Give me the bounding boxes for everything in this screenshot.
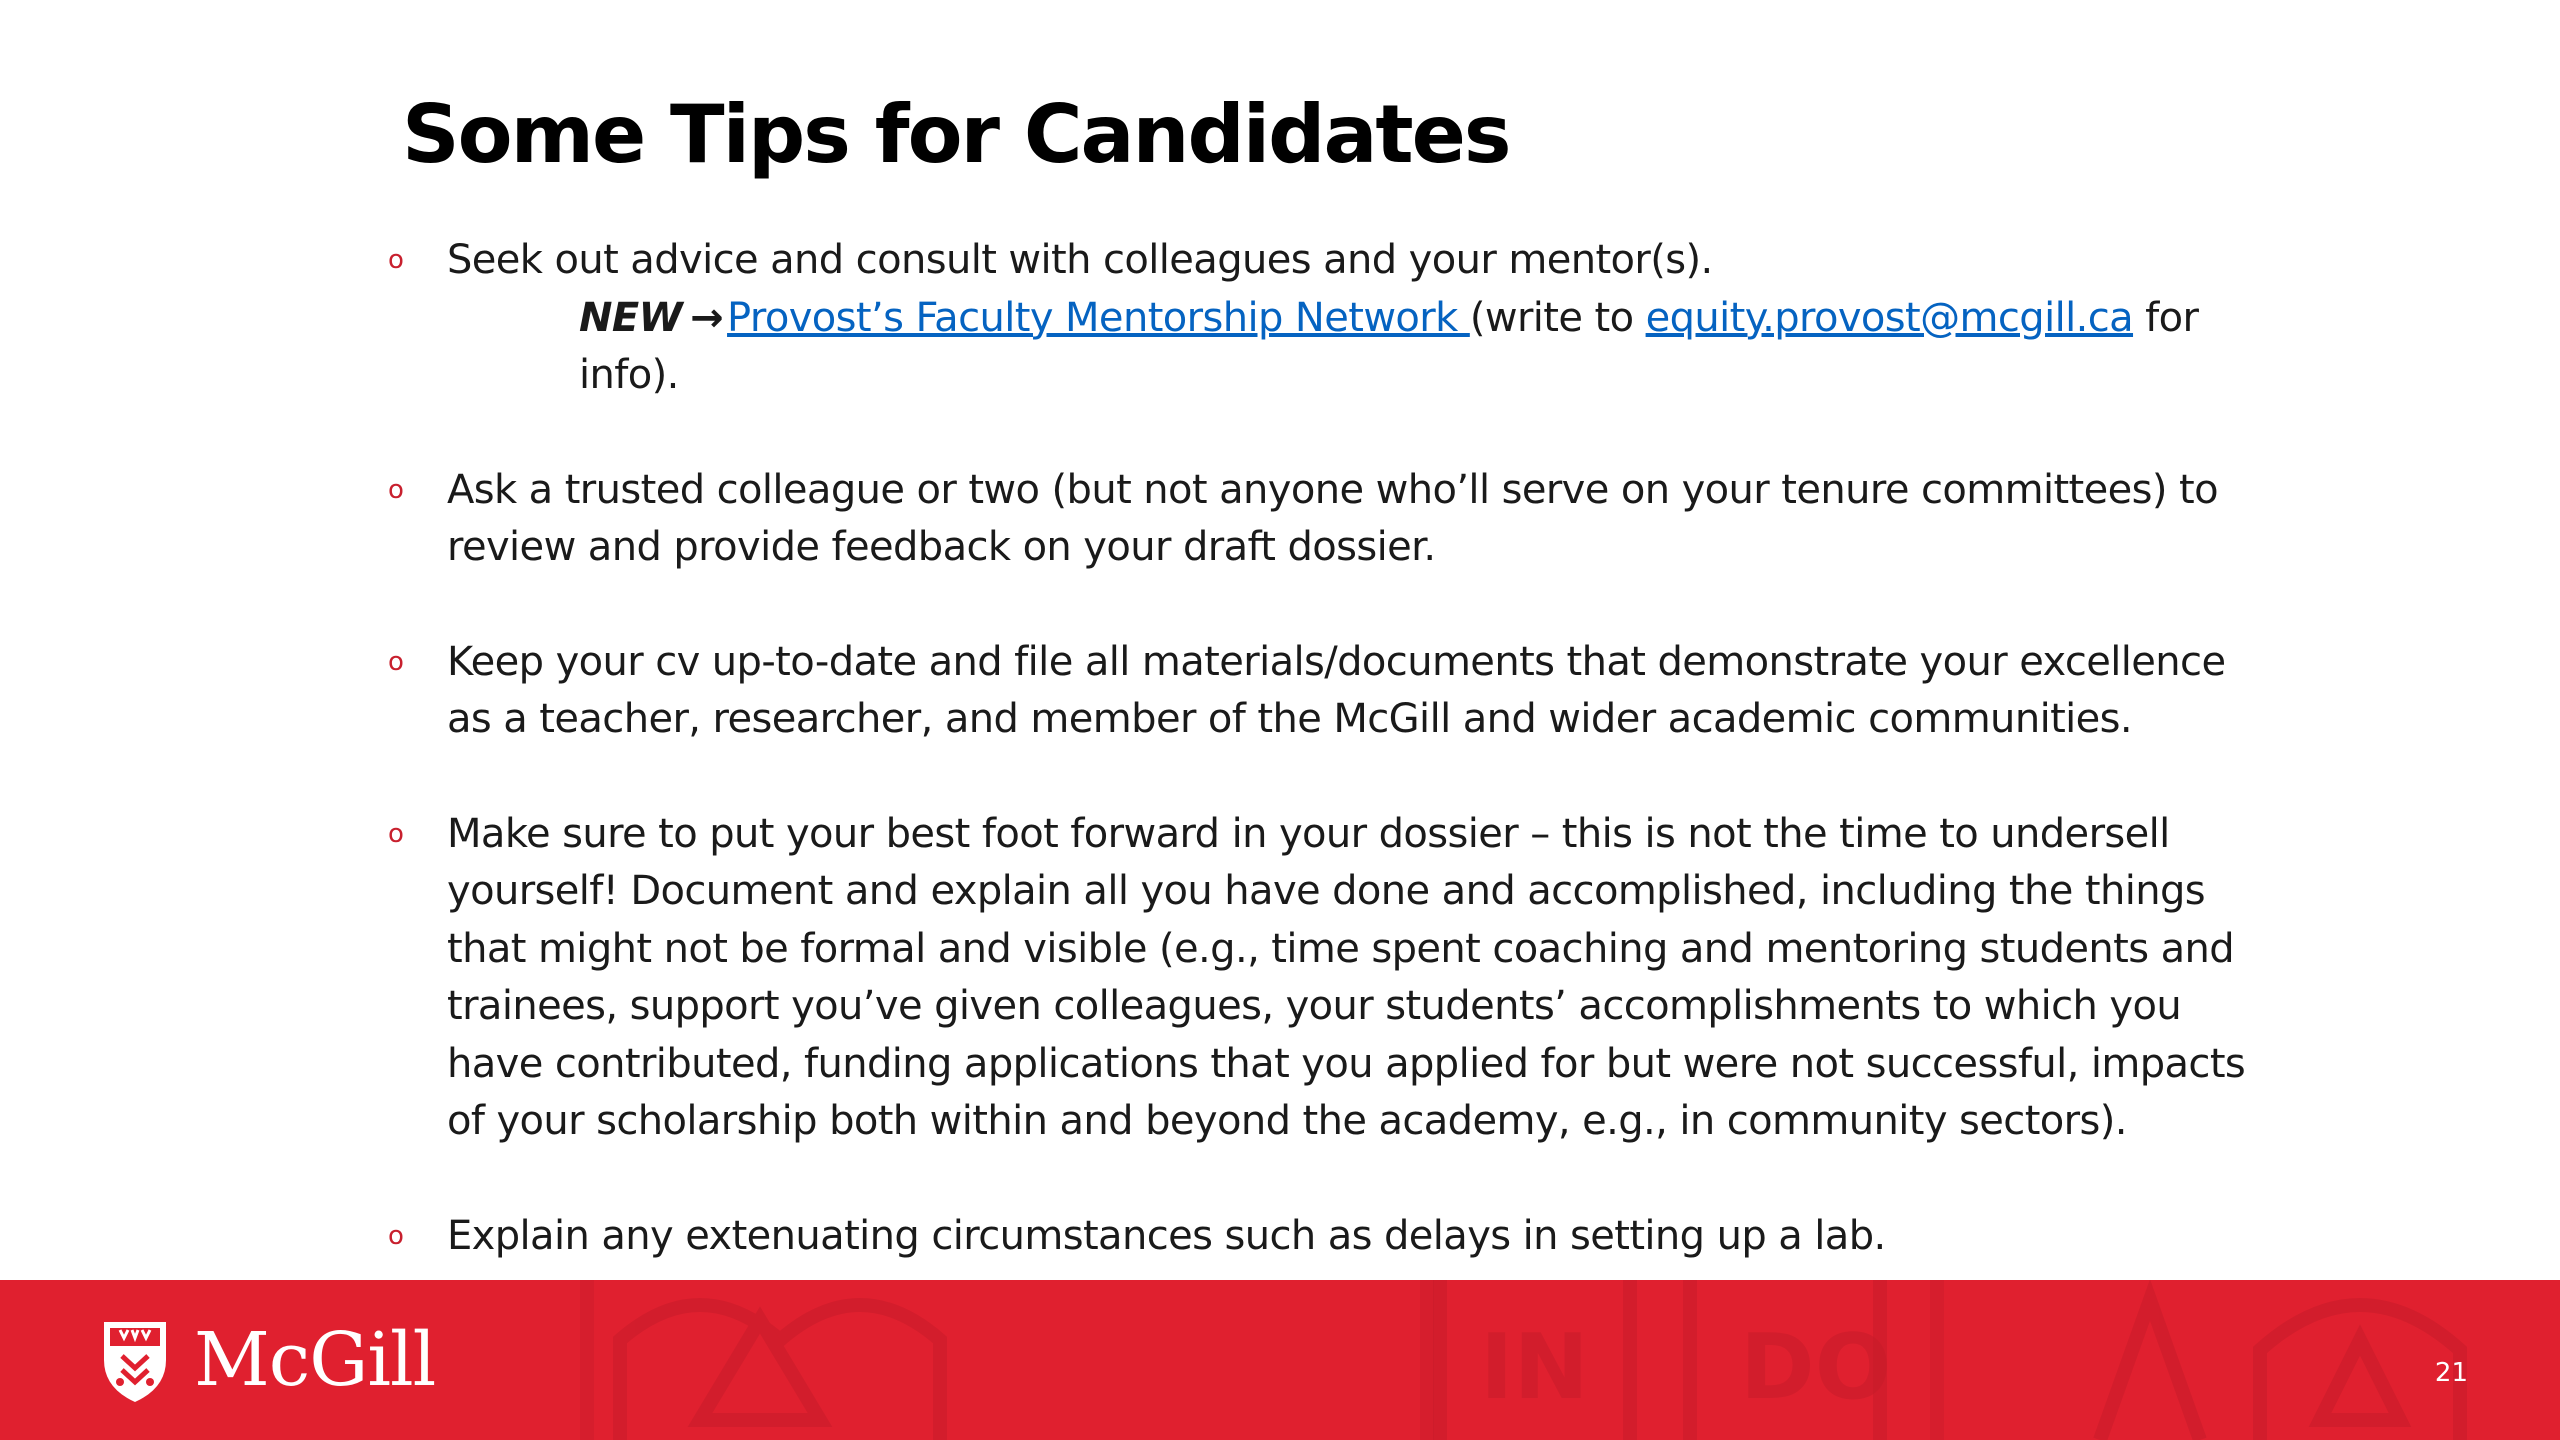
new-label: NEW: [579, 294, 683, 341]
email-link[interactable]: equity.provost@mcgill.ca: [1645, 294, 2134, 341]
tip-text: Keep your cv up-to-date and file all materials/documents that demonstrate your excellence as a teacher, researcher, and member of the McGill and wider academic communities.: [447, 638, 2226, 742]
tip-text: Make sure to put your best foot forward in your dossier – this is not the time to undersell yourself! Document and explain all you have done and accomplished, including the things that might not be formal and visible (e.g., time spent coaching and mentoring students and trainees, support you’ve given colleagues, your students’ accomplishments to which you have contributed, funding applications that you applied for but were not successful, impacts of your scholarship both within and beyond the academy, e.g., in community sectors).: [447, 810, 2246, 1144]
tip-item: [378, 1208, 2258, 1266]
mentorship-note: [447, 290, 2258, 405]
pattern-letters-do: DO: [1740, 1315, 1892, 1420]
arrow-right-icon: →: [690, 294, 724, 341]
tip-text: Ask a trusted colleague or two (but not anyone who’ll serve on your tenure committees) to review and provide feedback on your draft dossier.: [447, 466, 2218, 570]
tip-text: Seek out advice and consult with colleagues and your mentor(s).: [447, 237, 1713, 283]
mcgill-shield-icon: [100, 1316, 170, 1404]
tip-item: [378, 462, 2258, 577]
bullet-icon: o: [388, 646, 404, 677]
tip-item: [378, 806, 2258, 1151]
bullet-icon: o: [388, 245, 404, 275]
note-tail-text: for info).: [579, 294, 2199, 398]
bullet-icon: o: [388, 474, 404, 505]
tip-item: [378, 634, 2258, 749]
mcgill-logo: [100, 1314, 435, 1406]
pattern-letters-in: IN: [1480, 1315, 1589, 1420]
note-middle-text: (write to: [1469, 294, 1646, 341]
tip-text: Explain any extenuating circumstances such as delays in setting up a lab.: [447, 1212, 1886, 1259]
tip-item: [378, 232, 2258, 405]
mcgill-wordmark: McGill: [194, 1317, 436, 1403]
slide-title: Some Tips for Candidates: [402, 88, 1510, 181]
tips-list: [378, 232, 2258, 1265]
bullet-icon: o: [388, 818, 404, 849]
footer-band: [0, 1280, 2560, 1440]
page-number: 21: [2434, 1358, 2468, 1388]
bullet-icon: o: [388, 1220, 404, 1251]
mentorship-network-link[interactable]: Provost’s Faculty Mentorship Network: [727, 294, 1470, 341]
